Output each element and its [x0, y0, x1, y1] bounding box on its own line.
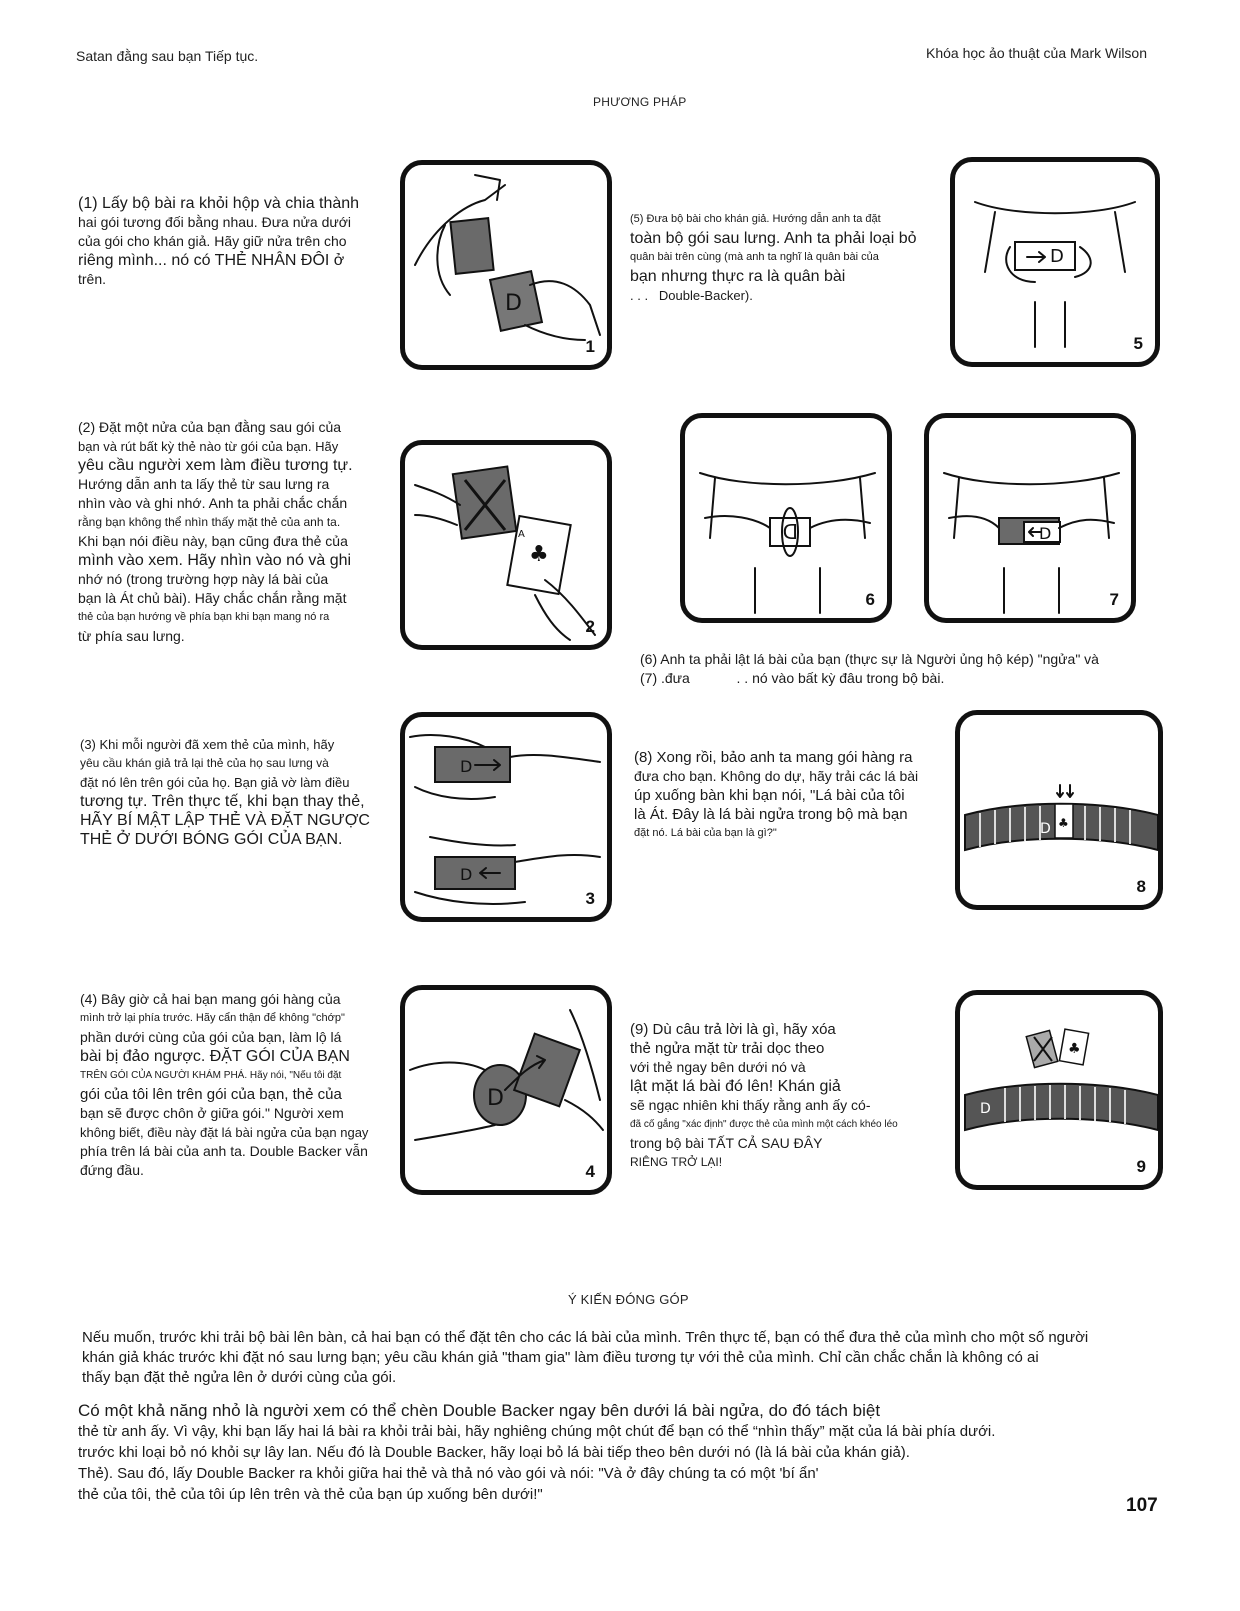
svg-text:♣: ♣ [1068, 1041, 1081, 1057]
svg-text:D: D [460, 865, 473, 884]
panel-number: 8 [1136, 877, 1146, 896]
panel-number: 4 [585, 1162, 595, 1181]
svg-text:D: D [1040, 821, 1051, 837]
flipping-card-behind-back-icon [685, 418, 887, 618]
panel-number: 9 [1136, 1157, 1146, 1176]
hands-splitting-deck-icon [405, 165, 607, 365]
panel-number: 3 [585, 889, 595, 908]
header-left: Satan đằng sau bạn Tiếp tục. [76, 48, 259, 64]
svg-text:D: D [980, 1101, 991, 1117]
hands-behind-back-icon [955, 162, 1155, 362]
step-2-text: (2) Đặt một nửa của bạn đằng sau gói của bạn và rút bất kỳ thẻ nào từ gói của bạn. Hãy yêu cầu người xem làm điều tương tự. Hướng dẫn anh ta lấy thẻ từ sau lưng ra nhìn vào và ghi nhớ. Anh ta phải chắc chắn rằng bạn không thể nhìn thấy mặt thẻ của anh ta. Khi bạn nói điều này, bạn cũng đưa thẻ của mình vào xem. Hãy nhìn vào nó và ghi nhớ nó (trong trường hợp này lá bài của bạn là Át chủ bài). Hãy chắc chắn rằng mặt thẻ của bạn hướng về phía bạn khi bạn mang nó ra từ phía sau lưng. [78, 419, 353, 644]
illustration-panel-3 [400, 712, 612, 922]
method-title: PHƯƠNG PHÁP [593, 95, 687, 109]
illustration-panel-8 [955, 710, 1163, 910]
step-8-text: (8) Xong rồi, bảo anh ta mang gói hàng ra đưa cho bạn. Không do dự, hãy trải các lá bài úp xuống bàn khi bạn nói, "Lá bài của tôi là Át. Đây là lá bài ngửa trong bộ mà bạn đặt nó. Lá bài của bạn là gì?" [634, 749, 919, 839]
svg-text:D: D [782, 519, 798, 543]
svg-text:D: D [505, 291, 522, 316]
inserting-card-into-deck-icon [929, 418, 1131, 618]
panel-number: 2 [585, 617, 595, 636]
svg-text:♣: ♣ [529, 542, 549, 567]
svg-text:D: D [487, 1086, 504, 1111]
svg-text:♣: ♣ [1058, 816, 1069, 830]
illustration-panel-9 [955, 990, 1163, 1190]
svg-text:D: D [460, 757, 473, 776]
step-5-text: (5) Đưa bộ bài cho khán giả. Hướng dẫn anh ta đặt toàn bộ gói sau lưng. Anh ta phải loại bỏ quân bài trên cùng (mà anh ta nghĩ là quân bài của bạn nhưng thực ra là quân bài . . . Double-Backer). [630, 213, 917, 303]
tips-title: Ý KIẾN ĐÓNG GÓP [568, 1292, 689, 1307]
illustration-panel-1 [400, 160, 612, 370]
revealed-cards-spread-icon [960, 995, 1158, 1185]
placing-packet-on-packet-icon [405, 990, 607, 1190]
card-spread-icon [960, 715, 1158, 905]
panel-number: 6 [865, 590, 875, 609]
hands-holding-cards-icon [405, 445, 607, 645]
svg-text:D: D [1050, 246, 1064, 267]
header-right: Khóa học ảo thuật của Mark Wilson [926, 45, 1148, 61]
panel-number: 1 [585, 337, 595, 356]
step-6-7-text: (6) Anh ta phải lật lá bài của bạn (thực sự là Người ủng hộ kép) "ngửa" và (7) .đưa . . nó vào bất kỳ đâu trong bộ bài. [640, 651, 1099, 686]
tips-paragraph-2: Có một khả năng nhỏ là người xem có thể chèn Double Backer ngay bên dưới lá bài ngửa, do đó tách biệt thẻ từ anh ấy. Vì vậy, khi bạn lấy hai lá bài ra khỏi trải bài, hãy nghiêng chúng một chút để bạn có thể “nhìn thấy” mặt của lá bài phía dưới. trước khi loại bỏ nó khỏi sự lây lan. Nếu đó là Double Backer, hãy loại bỏ lá bài tiếp theo bên dưới nó (là lá bài của khán giả). Thẻ). Sau đó, lấy Double Backer ra khỏi giữa hai thẻ và thả nó vào gói và nói: "Và ở đây chúng ta có một 'bí ẩn' thẻ của tôi, thẻ của tôi úp lên trên và thẻ của bạn úp xuống bên dưới!" [78, 1401, 996, 1503]
step-9-text: (9) Dù câu trả lời là gì, hãy xóa thẻ ngửa mặt từ trải dọc theo với thẻ ngay bên dưới nó và lật mặt lá bài đó lên! Khán giả sẽ ngạc nhiên khi thấy rằng anh ấy có- đã cố gắng "xác định" được thẻ của mình một cách khéo léo trong bộ bài TẤT CẢ SAU ĐÂY RIÊNG TRỞ LẠI! [630, 1021, 898, 1169]
illustration-panel-5 [950, 157, 1160, 367]
step-1-text: (1) Lấy bộ bài ra khỏi hộp và chia thành hai gói tương đối bằng nhau. Đưa nửa dưới của gói cho khán giả. Hãy giữ nửa trên cho riêng mình... nó có THẺ NHÂN ĐÔI ở trên. [78, 195, 360, 287]
illustration-panel-4 [400, 985, 612, 1195]
step-3-text: (3) Khi mỗi người đã xem thẻ của mình, hãy yêu cầu khán giả trả lại thẻ của họ sau lưng và đặt nó lên trên gói của họ. Bạn giả vờ làm điều tương tự. Trên thực tế, khi bạn thay thẻ, HÃY BÍ MẬT LẬP THẺ VÀ ĐẶT NGƯỢC THẺ Ở DƯỚI BÓNG GÓI CỦA BẠN. [80, 737, 370, 848]
panel-number: 7 [1109, 590, 1119, 609]
svg-text:A: A [518, 529, 525, 540]
reversing-card-under-packet-icon [405, 717, 607, 917]
illustration-panel-6 [680, 413, 892, 623]
tips-paragraph-1: Nếu muốn, trước khi trải bộ bài lên bàn, cả hai bạn có thể đặt tên cho các lá bài của mình. Trên thực tế, bạn có thể đưa thẻ của mình cho một số người khán giả khác trước khi đặt nó sau lưng bạn; yêu cầu khán giả "tham gia" làm điều tương tự với thẻ của mình. Chỉ cần chắc chắn là không có ai thấy bạn đặt thẻ ngửa lên ở dưới cùng của gói. [82, 1329, 1089, 1386]
illustration-panel-7 [924, 413, 1136, 623]
illustration-panel-2 [400, 440, 612, 650]
page-number: 107 [1126, 1495, 1158, 1516]
svg-text:D: D [1039, 524, 1052, 543]
panel-number: 5 [1133, 334, 1143, 353]
step-4-text: (4) Bây giờ cả hai bạn mang gói hàng của mình trở lại phía trước. Hãy cẩn thận để không "chớp" phần dưới cùng của gói của bạn, làm lộ lá bài bị đảo ngược. ĐẶT GÓI CỦA BẠN TRÊN GÓI CỦA NGƯỜI KHÁM PHÁ. Hãy nói, "Nếu tôi đặt gói của tôi lên trên gói của bạn, thẻ của bạn sẽ được chôn ở giữa gói." Người xem không biết, điều này đặt lá bài ngửa của bạn ngay phía trên lá bài của anh ta. Double Backer vẫn đứng đầu. [80, 991, 369, 1178]
